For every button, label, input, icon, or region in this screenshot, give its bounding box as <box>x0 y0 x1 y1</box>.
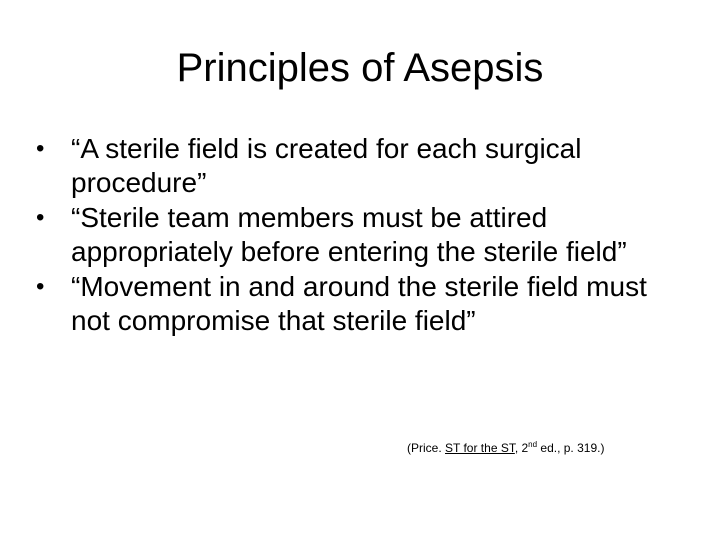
citation-edition: , 2 <box>514 441 529 455</box>
slide-title: Principles of Asepsis <box>176 46 544 90</box>
citation-book-title: ST for the ST <box>445 441 515 455</box>
bullet-item <box>36 132 686 200</box>
bullet-item <box>36 270 686 338</box>
bullet-marker: • <box>36 135 45 162</box>
citation-edition-suffix: nd <box>528 440 538 449</box>
bullet-text: “Sterile team members must be attired appropriately before entering the sterile field” <box>71 202 627 267</box>
bullet-marker: • <box>36 273 45 300</box>
bullet-list <box>36 132 686 339</box>
bullet-marker: • <box>36 204 45 231</box>
bullet-text: “Movement in and around the sterile field must not compromise that sterile field” <box>71 271 647 336</box>
bullet-text: “A sterile field is created for each surgical procedure” <box>71 133 582 198</box>
citation-open: (Price. <box>407 441 446 455</box>
citation <box>407 440 604 456</box>
bullet-item <box>36 201 686 269</box>
citation-tail: ed., p. 319.) <box>537 441 605 455</box>
